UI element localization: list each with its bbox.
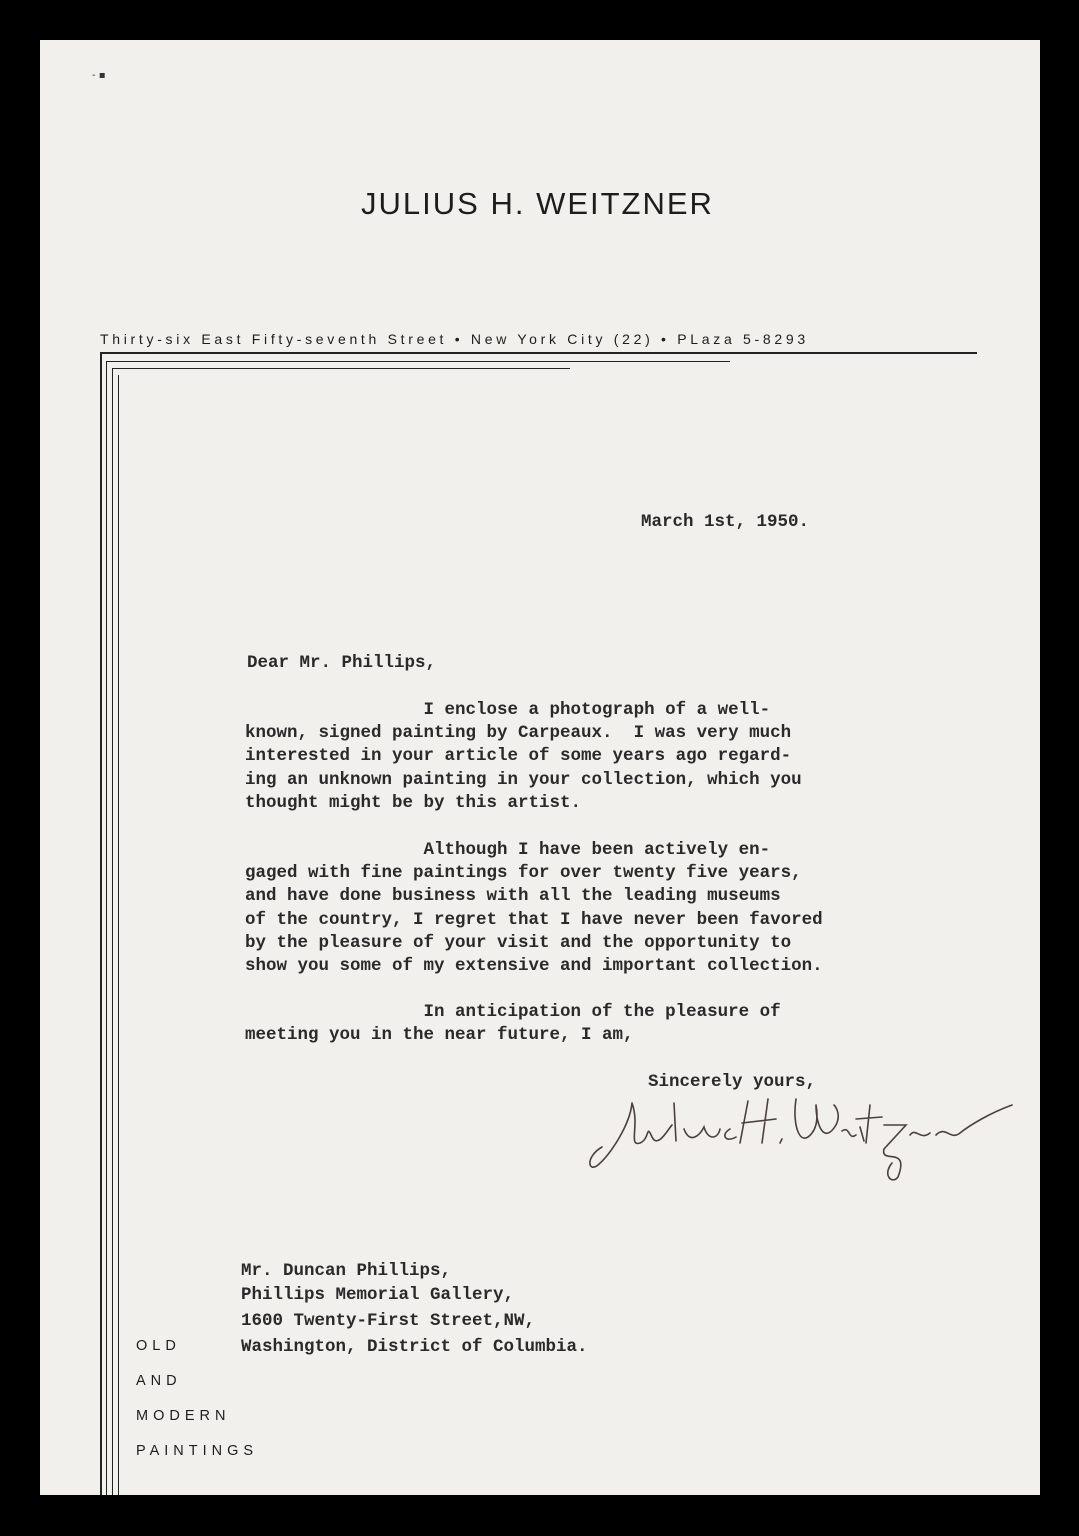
rule-top-3 <box>112 368 570 369</box>
corner-mark: ‑ ▪ <box>92 70 106 81</box>
letter-salutation: Dear Mr. Phillips, <box>247 653 437 673</box>
letterhead-name: JULIUS H. WEITZNER <box>361 186 714 221</box>
sidebar-word-modern: MODERN <box>136 1408 231 1424</box>
letterhead-address: Thirty-six East Fifty-seventh Street • New York City (22) • PLaza 5-8293 <box>100 331 809 347</box>
rule-left-2 <box>106 361 107 1495</box>
recipient-line-4: Washington, District of Columbia. <box>241 1337 588 1357</box>
rule-top-1 <box>100 352 977 354</box>
letter-paragraph-2: Although I have been actively en- gaged with fine paintings for over twenty five years, and have done business with all the leading museums of the country, I regret that I have never been favored by the pleasure of your visit and the opportunity to show you some of my extensive and important collection. <box>245 840 823 977</box>
handwritten-signature <box>580 1085 1020 1185</box>
recipient-line-2: Phillips Memorial Gallery, <box>241 1285 515 1305</box>
letter-closing: Sincerely yours, <box>648 1072 817 1092</box>
rule-left-3 <box>112 368 113 1495</box>
sidebar-word-paintings: PAINTINGS <box>136 1443 259 1459</box>
sidebar-word-and: AND <box>136 1373 182 1389</box>
rule-left-4 <box>118 375 119 1495</box>
letter-paragraph-3: In anticipation of the pleasure of meeting you in the near future, I am, <box>245 1002 781 1046</box>
recipient-line-1: Mr. Duncan Phillips, <box>241 1261 452 1281</box>
rule-left-1 <box>100 352 102 1495</box>
sidebar-word-old: OLD <box>136 1338 181 1354</box>
rule-top-2 <box>106 361 730 362</box>
letter-paragraph-1: I enclose a photograph of a well- known, signed painting by Carpeaux. I was very much interested in your article of some years ago regard- ing an unknown painting in your collection, which you thought might be by this artist. <box>245 700 802 813</box>
recipient-line-3: 1600 Twenty-First Street,NW, <box>241 1311 536 1331</box>
letter-date: March 1st, 1950. <box>641 512 810 532</box>
